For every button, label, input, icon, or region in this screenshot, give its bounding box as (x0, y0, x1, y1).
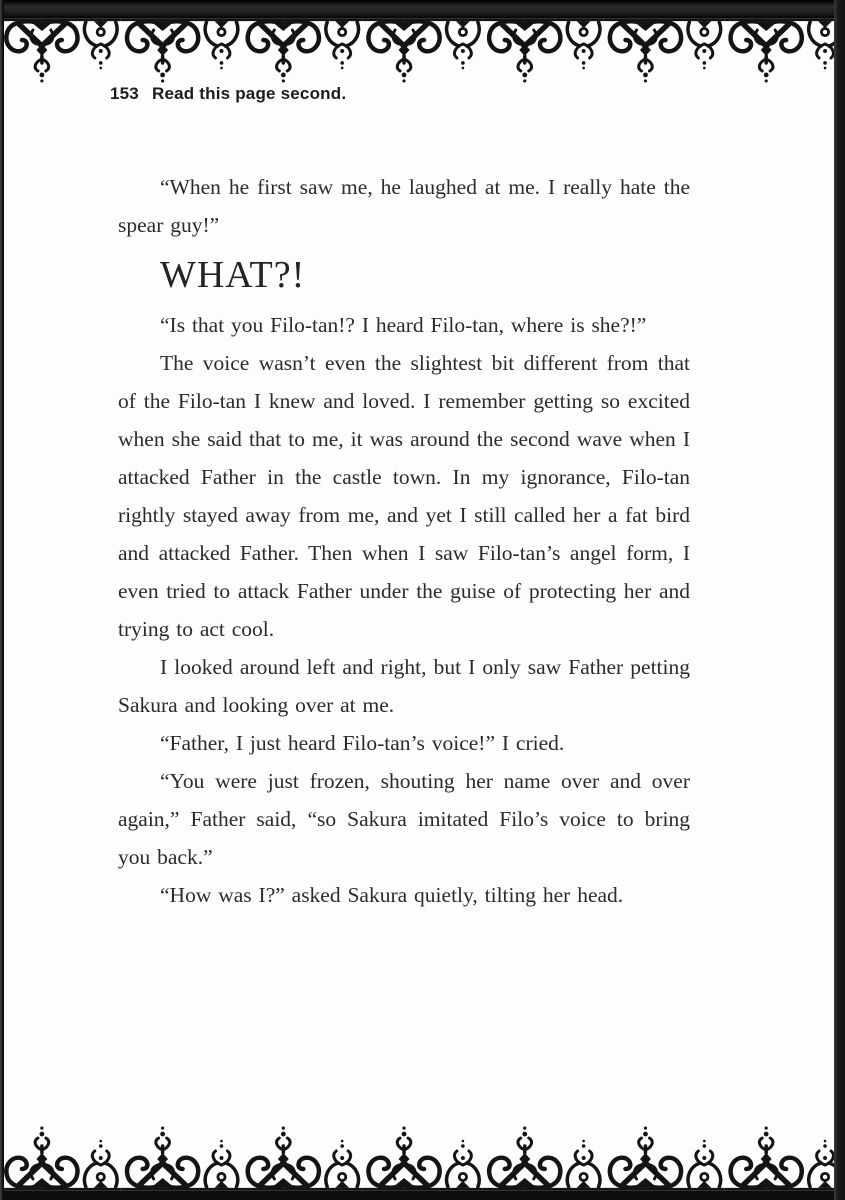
bottom-black-bar (0, 1191, 845, 1200)
page-header (110, 84, 845, 104)
page-body (118, 168, 690, 914)
shout-heading-what: WHAT?! (160, 254, 306, 296)
paragraph-dialogue-filo-tan: “Is that you Filo-tan!? I heard Filo-tan, where is she?!” (160, 313, 647, 337)
top-black-bar (0, 0, 845, 18)
scrollwork-border-bottom-icon (0, 1125, 845, 1191)
page-number: 153 (110, 84, 139, 103)
page-edge-shadow-right (834, 0, 845, 1200)
page-edge-shadow-left (0, 0, 4, 1200)
scrollwork-border-top-icon (0, 18, 845, 84)
paragraph-dialogue-frozen: “You were just frozen, shouting her name over and over again,” Father said, “so Sakura imitated Filo’s voice to bring you back.” (118, 769, 690, 869)
paragraph-dialogue-spear-guy: “When he first saw me, he laughed at me. I really hate the spear guy!” (118, 175, 690, 237)
header-instruction: Read this page second. (151, 84, 347, 103)
paragraph-dialogue-how-was-i: “How was I?” asked Sakura quietly, tilting her head. (160, 883, 624, 907)
paragraph-voice-memory: The voice wasn’t even the slightest bit different from that of the Filo-tan I knew and loved. I remember getting so excited when she said that to me, it was around the second wave when I attacked Father in the castle town. In my ignorance, Filo-tan rightly stayed away from me, and yet I still called her a fat bird and attacked Father. Then when I saw Filo-tan’s angel form, I even tried to attack Father under the guise of protecting her and trying to act cool. (118, 351, 690, 641)
paragraph-looked-around: I looked around left and right, but I only saw Father petting Sakura and looking over at me. (118, 655, 690, 717)
paragraph-dialogue-father-voice: “Father, I just heard Filo-tan’s voice!” I cried. (160, 731, 565, 755)
